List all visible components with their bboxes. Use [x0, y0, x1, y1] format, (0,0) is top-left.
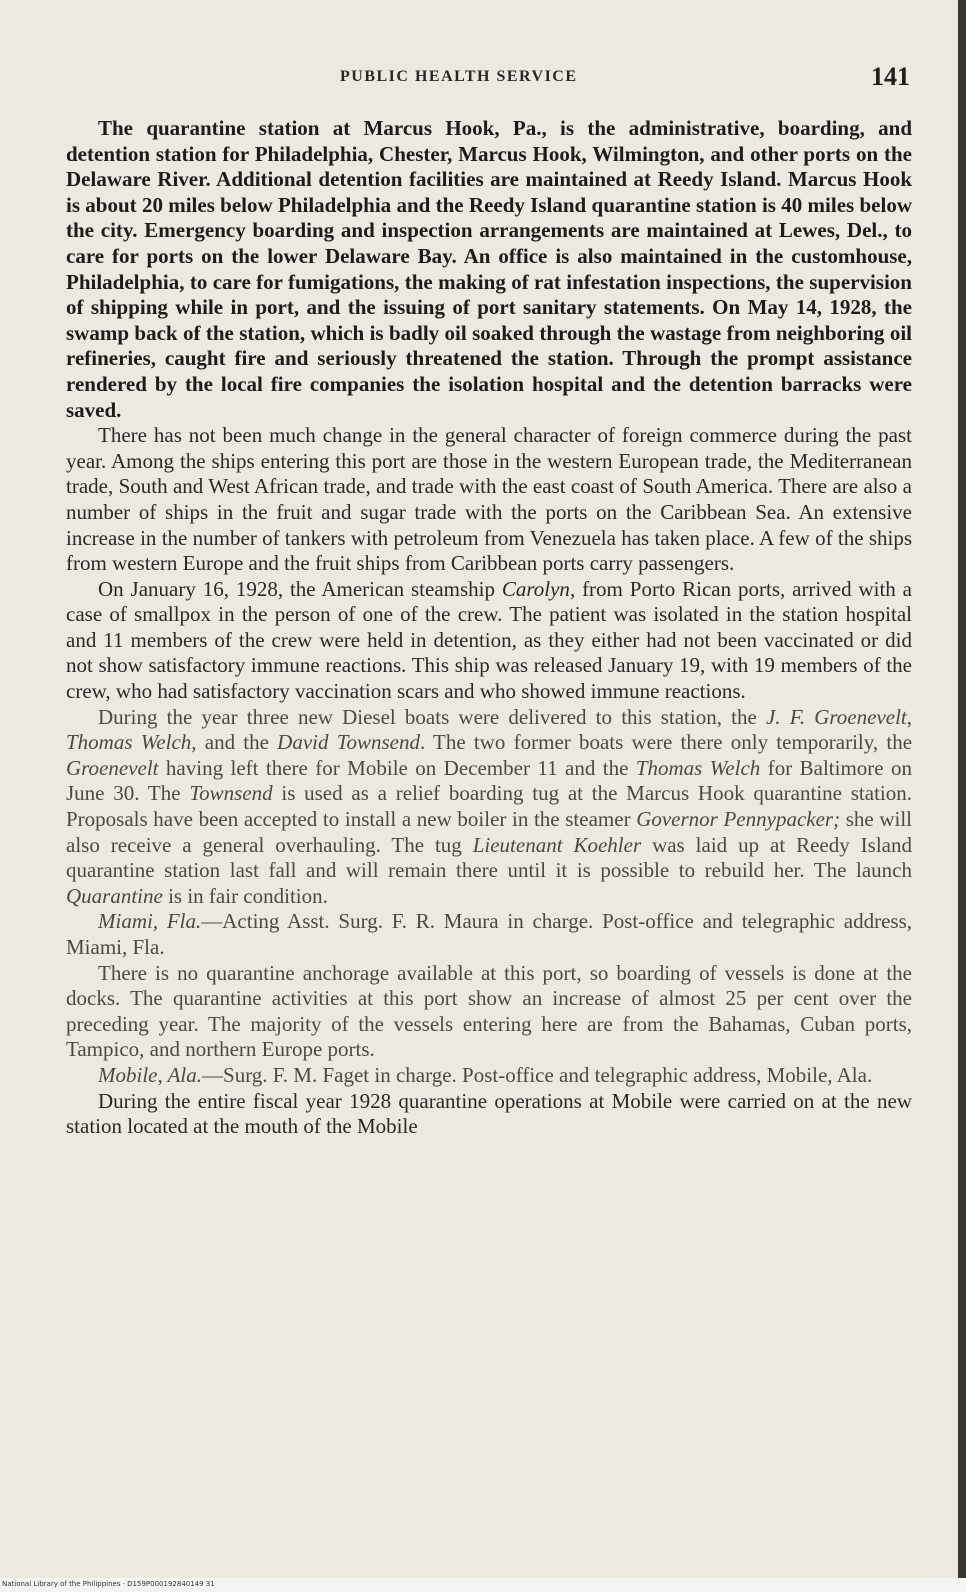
body-text [66, 116, 912, 1140]
text-run: —Acting Asst. Surg. F. R. Maura in charge. Post-office and telegraphic address, Miami, Fla. [66, 909, 912, 959]
text-run: is used as a relief boarding tug at the Marcus Hook quarantine station. Proposals have been accepted to install a new boiler in the steamer [66, 781, 913, 832]
place-name-mobile: Mobile, Ala. [98, 1062, 203, 1087]
text-run: , from Porto Rican ports, arrived with a case of smallpox in the person of one of the crew. The patient was isolated in the station hospital and 11 members of the crew were held in detention, as they either had not been vaccinated or did not show satisfactory immune reactions. This ship was released January 19, with 19 members of the crew, who had satisfactory vaccination scars and who showed immune reactions. [66, 576, 912, 704]
running-head [60, 62, 910, 96]
paragraph-marcus-hook: The quarantine station at Marcus Hook, Pa., is the administrative, boarding, and detention station for Philadelphia, Chester, Marcus Hook, Wilmington, and other ports on the Delaware River. Additional detention facilities are maintained at Reedy Island. Marcus Hook is about 20 miles below Philadelphia and the Reedy Island quarantine station is 40 miles below the city. Emergency boarding and inspection arrangements are maintained at Lewes, Del., to care for ports on the lower Delaware Bay. An office is also maintained in the customhouse, Philadelphia, to care for fumigations, the making of rat infestation inspections, the supervision of shipping while in port, and the issuing of port sanitary statements. On May 14, 1928, the swamp back of the station, which is badly oil soaked through the wastage from neighboring oil refineries, caught fire and seriously threatened the station. Through the prompt assistance rendered by the local fire companies the isolation hospital and the detention barracks were saved. [66, 116, 912, 422]
header-title: PUBLIC HEALTH SERVICE [340, 68, 578, 85]
boat-name-thomas-welch-2: Thomas Welch [635, 755, 761, 780]
boat-name-townsend: Townsend [189, 781, 273, 806]
text-run: —Surg. F. M. Faget in charge. Post-office and telegraphic address, Mobile, Ala. [202, 1062, 873, 1087]
paragraph-commerce: There has not been much change in the general character of foreign commerce during the past year. Among the ships entering this port are those in the western European trade, the Mediterranean trade, South and West African trade, and trade with the east coast of South America. There are also a number of ships in the fruit and sugar trade with the ports on the Caribbean Sea. An extensive increase in the number of tankers with petroleum from Venezuela has taken place. A few of the ships from western Europe and the fruit ships from Caribbean ports carry passengers. [66, 423, 912, 576]
text-run: is in fair condition. [162, 883, 328, 908]
boat-name-david-townsend: David Townsend [277, 730, 420, 755]
paragraph-mobile: During the entire fiscal year 1928 quarantine operations at Mobile were carried on at the new station located at the mouth of the Mobile [66, 1088, 912, 1139]
section-heading-miami [66, 909, 912, 960]
paragraph-miami: There is no quarantine anchorage available at this port, so boarding of vessels is done at the docks. The quarantine activities at this port show an increase of almost 25 per cent over the preceding year. The majority of the vessels entering here are from the Bahamas, Cuban ports, Tampico, and northern Europe ports. [66, 960, 912, 1062]
boat-name-governor-pennypacker: Governor Pennypacker; [636, 807, 841, 832]
text-run: . The two former boats were there only temporarily, the [419, 730, 913, 755]
text-run: was laid up at Reedy Island quarantine station last fall and will remain there until it is possible to rebuild her. The launch [66, 832, 912, 883]
section-heading-mobile [66, 1063, 912, 1089]
boat-name-groenevelt: J. F. Groenevelt [765, 704, 907, 729]
text-run: having left there for Mobile on December 11 and the [158, 755, 636, 780]
text-run: she will also receive a general overhauling. The tug [66, 807, 912, 857]
ship-name-carolyn: Carolyn [501, 576, 570, 601]
text-run: During the year three new Diesel boats were delivered to this station, the [98, 704, 766, 729]
boat-name-lieutenant-koehler: Lieutenant Koehler [472, 832, 642, 857]
boat-name-groenevelt-short: Groenevelt [66, 755, 159, 780]
text-run: , and the [191, 730, 278, 755]
text-run: On January 16, 1928, the American steamship [98, 576, 502, 601]
footer-bar [0, 1578, 966, 1592]
paragraph-carolyn [66, 577, 912, 705]
boat-name-thomas-welch: Thomas Welch [66, 730, 192, 755]
text-run: , [906, 704, 912, 729]
page-number: 141 [871, 62, 910, 91]
paragraph-diesel-boats [66, 705, 912, 910]
text-run: for Baltimore on June 30. The [66, 755, 913, 806]
boat-name-quarantine: Quarantine [66, 883, 163, 908]
footer-text: National Library of the Philippines · D159P000192840149 31 [2, 1580, 215, 1588]
place-name-miami: Miami, Fla. [98, 909, 202, 934]
